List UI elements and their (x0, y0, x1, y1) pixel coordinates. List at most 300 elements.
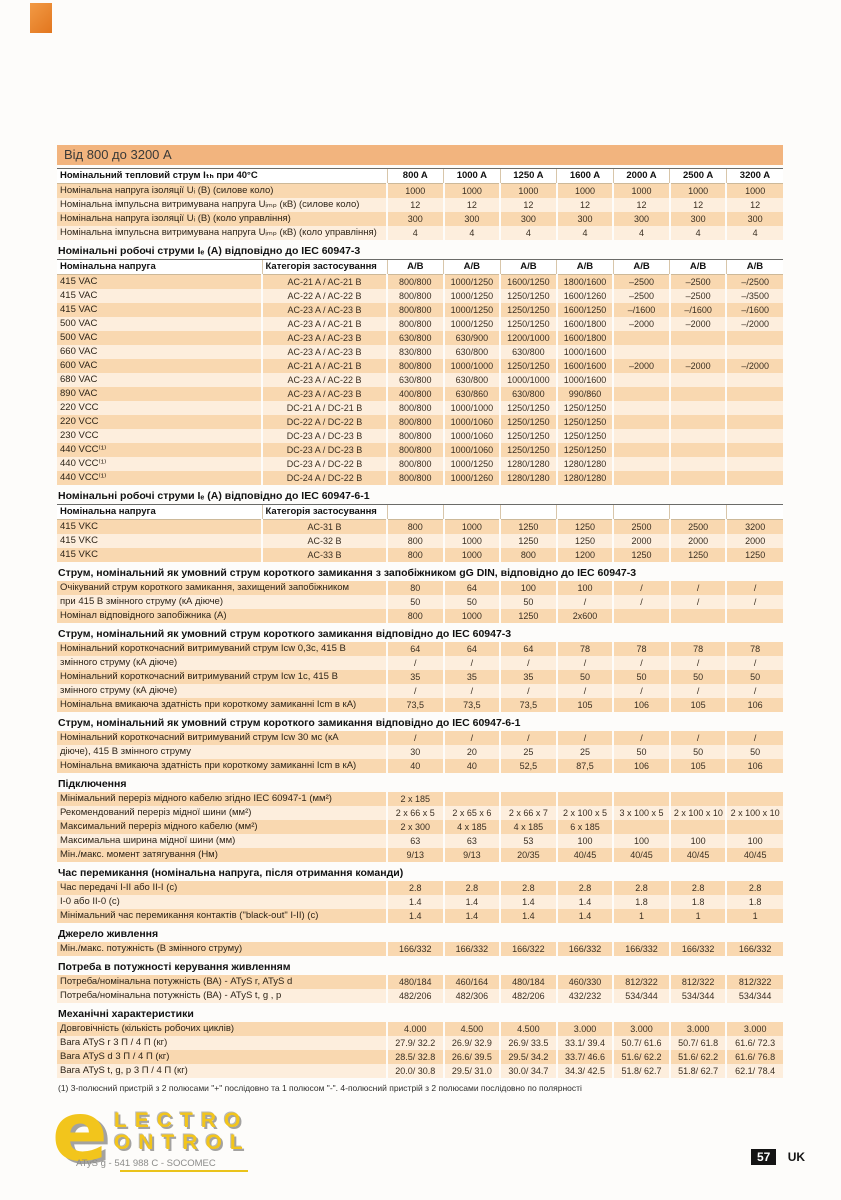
cell: 400/800 (387, 387, 444, 401)
cell: 4 x 185 (444, 820, 501, 834)
row-label: 220 VCC (57, 415, 262, 429)
cell: 3200 (726, 520, 783, 535)
row-label: Номінальний короткочасний витримуваний струм Icw 30 мс (кА (57, 731, 387, 745)
cell: 4.500 (444, 1022, 501, 1036)
cell: 800 (387, 609, 444, 623)
column-header: A/B (726, 260, 783, 275)
cell (726, 443, 783, 457)
column-header: 1000 A (444, 169, 501, 184)
cell: 1250 (557, 534, 614, 548)
cell: / (726, 656, 783, 670)
table-row (57, 331, 783, 345)
row-label: змінного струму (кА діюче) (57, 684, 387, 698)
cell: 800/800 (387, 289, 444, 303)
cell: 64 (444, 581, 501, 595)
row-label: 600 VAC (57, 359, 262, 373)
cell: 800/800 (387, 275, 444, 290)
cell (670, 331, 727, 345)
cell: / (500, 656, 557, 670)
footer-underline (120, 1170, 248, 1172)
cell: 2500 (613, 520, 670, 535)
table-row (57, 989, 783, 1003)
cell: 630/860 (444, 387, 501, 401)
column-header: A/B (387, 260, 444, 275)
cell: 1000 (500, 184, 557, 199)
cell (613, 443, 670, 457)
cell (726, 345, 783, 359)
spec-table (57, 642, 783, 712)
row-label: Вага ATyS r 3 П / 4 П (кг) (57, 1036, 387, 1050)
cell: 1.8 (670, 895, 727, 909)
cell (613, 429, 670, 443)
cell: 1250 (726, 548, 783, 562)
cell: 1000/1000 (444, 359, 501, 373)
table-row (57, 609, 783, 623)
header-row (57, 260, 783, 275)
cell: 1250/1250 (557, 443, 614, 457)
cell: 4 (670, 226, 727, 240)
cell: 630/800 (387, 373, 444, 387)
column-header: Номінальна напруга (57, 260, 262, 275)
cell: 64 (444, 642, 501, 656)
cell: 1000 (726, 184, 783, 199)
table-row (57, 226, 783, 240)
cell (613, 457, 670, 471)
cell: 1000 (613, 184, 670, 199)
row-label: 680 VAC (57, 373, 262, 387)
table-row (57, 345, 783, 359)
table-row (57, 198, 783, 212)
cell: 4 (557, 226, 614, 240)
cell: 630/800 (500, 345, 557, 359)
cell: 800/800 (387, 457, 444, 471)
cell: 106 (613, 759, 670, 773)
column-header (557, 505, 614, 520)
cell (726, 609, 783, 623)
cell (726, 373, 783, 387)
cell: 106 (726, 698, 783, 712)
cell: 630/800 (500, 387, 557, 401)
row-label: Номінальна імпульсна витримувана напруга Uᵢₘₚ (кВ) (коло управління) (57, 226, 387, 240)
cell (670, 401, 727, 415)
row-label: Мін./макс. момент затягування (Нм) (57, 848, 387, 862)
cell: 1000 (444, 609, 501, 623)
row-label: 500 VAC (57, 317, 262, 331)
cell: 50 (670, 670, 727, 684)
cell: –/2000 (726, 317, 783, 331)
table-row (57, 401, 783, 415)
cell: 1000/1260 (444, 471, 501, 485)
cell: 51.6/ 62.2 (613, 1050, 670, 1064)
cell (670, 373, 727, 387)
cell: 1000 (444, 520, 501, 535)
cell: 2 x 66 x 7 (500, 806, 557, 820)
spec-table (57, 1022, 783, 1078)
column-header (500, 505, 557, 520)
cell: 87,5 (557, 759, 614, 773)
cell: 460/330 (557, 975, 614, 989)
section-heading: Струм, номінальний як умовний струм короткого замикання з запобіжником gG DIN, відповідно до IEC 60947-3 (58, 567, 637, 579)
cell: 1200/1000 (500, 331, 557, 345)
table-row (57, 942, 783, 956)
cell: 25 (500, 745, 557, 759)
column-header (613, 505, 670, 520)
cell: 1250 (557, 520, 614, 535)
cell: 1 (726, 909, 783, 923)
cell: 61.6/ 72.3 (726, 1036, 783, 1050)
cell (726, 401, 783, 415)
cell: –/1600 (670, 303, 727, 317)
cell: 29.5/ 34.2 (500, 1050, 557, 1064)
cell: 534/344 (670, 989, 727, 1003)
cell: 1.4 (387, 895, 444, 909)
cell: / (613, 581, 670, 595)
cell: 800/800 (387, 359, 444, 373)
cell: 2 x 65 x 6 (444, 806, 501, 820)
table-row (57, 698, 783, 712)
cell: 1250/1250 (557, 429, 614, 443)
table-row (57, 670, 783, 684)
cell: 1250/1250 (500, 429, 557, 443)
row-label: Довговічність (кількість робочих циклів) (57, 1022, 387, 1036)
row-label: 230 VCC (57, 429, 262, 443)
cell: 800/800 (387, 415, 444, 429)
logo-letter-e: e (52, 1085, 108, 1180)
cell: 106 (613, 698, 670, 712)
cell: DC-21 A / DC-21 B (262, 401, 387, 415)
cell: –2000 (670, 317, 727, 331)
table-row (57, 520, 783, 535)
cell: 40/45 (726, 848, 783, 862)
row-label: змінного струму (кА діюче) (57, 656, 387, 670)
table-row (57, 759, 783, 773)
row-label: 415 VAC (57, 275, 262, 290)
cell: 12 (500, 198, 557, 212)
row-label: Номінальна напруга ізоляції Uᵢ (В) (силове коло) (57, 184, 387, 199)
cell: 166/332 (726, 942, 783, 956)
column-header (726, 505, 783, 520)
cell: 1000 (444, 548, 501, 562)
cell: 1000/1250 (444, 289, 501, 303)
cell: 78 (670, 642, 727, 656)
cell: –/2000 (726, 359, 783, 373)
cell: DC-23 A / DC-23 B (262, 443, 387, 457)
table-row (57, 373, 783, 387)
cell: 630/900 (444, 331, 501, 345)
cell: 12 (726, 198, 783, 212)
row-label: Номінальна імпульсна витримувана напруга Uᵢₘₚ (кВ) (силове коло) (57, 198, 387, 212)
cell (613, 345, 670, 359)
cell: 33.1/ 39.4 (557, 1036, 614, 1050)
cell: 1280/1280 (557, 457, 614, 471)
cell: 3.000 (613, 1022, 670, 1036)
cell: 4 (726, 226, 783, 240)
cell: / (387, 684, 444, 698)
cell: 3.000 (557, 1022, 614, 1036)
cell: 78 (613, 642, 670, 656)
cell: 800/800 (387, 303, 444, 317)
cell (613, 401, 670, 415)
column-header: A/B (500, 260, 557, 275)
cell: / (670, 581, 727, 595)
cell (613, 331, 670, 345)
cell: 40/45 (613, 848, 670, 862)
cell: 800/800 (387, 443, 444, 457)
table-row (57, 1050, 783, 1064)
cell: 30.0/ 34.7 (500, 1064, 557, 1078)
row-label: Потреба/номінальна потужність (ВА) - ATyS t, g , p (57, 989, 387, 1003)
cell: –2500 (670, 289, 727, 303)
cell: 2 x 100 x 5 (557, 806, 614, 820)
cell (670, 792, 727, 806)
cell: 50 (387, 595, 444, 609)
cell: / (726, 581, 783, 595)
cell: –2500 (613, 289, 670, 303)
cell: 100 (557, 834, 614, 848)
cell: 12 (670, 198, 727, 212)
cell: 2x600 (557, 609, 614, 623)
column-header: A/B (444, 260, 501, 275)
cell: 1000/1250 (444, 303, 501, 317)
cell (726, 471, 783, 485)
cell: 2000 (670, 534, 727, 548)
cell: AC-23 A / AC-23 B (262, 345, 387, 359)
cell: 1280/1280 (500, 471, 557, 485)
column-header: 3200 A (726, 169, 783, 184)
cell: 28.5/ 32.8 (387, 1050, 444, 1064)
column-header: A/B (613, 260, 670, 275)
cell (670, 387, 727, 401)
cell: 300 (444, 212, 501, 226)
cell (670, 345, 727, 359)
row-label: Мінімальний час перемикання контактів ("black-out" I-II) (с) (57, 909, 387, 923)
cell: 1000/1000 (444, 401, 501, 415)
cell: 50 (444, 595, 501, 609)
cell: 1250/1250 (500, 303, 557, 317)
cell (726, 792, 783, 806)
table-row (57, 548, 783, 562)
cell: / (670, 731, 727, 745)
header-row (57, 505, 783, 520)
cell: 1600/1600 (557, 359, 614, 373)
cell: / (557, 656, 614, 670)
table-row (57, 848, 783, 862)
cell: 1000 (670, 184, 727, 199)
cell: 4.000 (387, 1022, 444, 1036)
table-row (57, 317, 783, 331)
cell: 1000/1250 (444, 457, 501, 471)
table-row (57, 792, 783, 806)
row-label: 660 VAC (57, 345, 262, 359)
cell: 100 (500, 581, 557, 595)
table-row (57, 731, 783, 745)
spec-tables (57, 168, 783, 1078)
cell: 1600/1250 (500, 275, 557, 290)
cell: 1250/1250 (557, 415, 614, 429)
cell: 4.500 (500, 1022, 557, 1036)
header-row (57, 169, 783, 184)
cell: / (613, 684, 670, 698)
spec-table (57, 731, 783, 773)
cell: / (500, 684, 557, 698)
cell (670, 443, 727, 457)
column-header: A/B (670, 260, 727, 275)
table-row (57, 745, 783, 759)
row-label: Потреба/номінальна потужність (ВА) - ATyS r, ATyS d (57, 975, 387, 989)
table-row (57, 212, 783, 226)
row-label: Номінальний короткочасний витримуваний струм Icw 1с, 415 В (57, 670, 387, 684)
row-label: Номінальна вмикаюча здатність при короткому замиканні Icm в кА) (57, 759, 387, 773)
cell: 80 (387, 581, 444, 595)
cell: DC-24 A / DC-22 B (262, 471, 387, 485)
cell: / (557, 684, 614, 698)
column-header: A/B (557, 260, 614, 275)
cell: 812/322 (670, 975, 727, 989)
cell: DC-23 A / DC-23 B (262, 429, 387, 443)
cell: 63 (387, 834, 444, 848)
cell: 166/332 (387, 942, 444, 956)
cell: 1.4 (500, 909, 557, 923)
cell: 12 (444, 198, 501, 212)
cell (670, 609, 727, 623)
cell: 800/800 (387, 429, 444, 443)
cell: 1.4 (444, 895, 501, 909)
row-label: Мін./макс. потужність (В змінного струму) (57, 942, 387, 956)
cell: 630/800 (444, 345, 501, 359)
table-row (57, 443, 783, 457)
cell: 166/332 (613, 942, 670, 956)
cell: / (670, 656, 727, 670)
row-label: Номінал відповідного запобіжника (А) (57, 609, 387, 623)
cell (613, 373, 670, 387)
language-code: UK (787, 1150, 806, 1164)
cell: 300 (726, 212, 783, 226)
cell: AC-21 A / AC-21 B (262, 359, 387, 373)
cell: 990/860 (557, 387, 614, 401)
row-label: Номінальна напруга ізоляції Uᵢ (В) (коло управління) (57, 212, 387, 226)
cell: –2000 (670, 359, 727, 373)
cell: 1000/1060 (444, 415, 501, 429)
section-heading: Підключення (58, 778, 127, 790)
cell (613, 609, 670, 623)
cell (613, 471, 670, 485)
cell: / (670, 684, 727, 698)
cell: 26.9/ 33.5 (500, 1036, 557, 1050)
cell: / (726, 595, 783, 609)
section-heading: Номінальні робочі струми Iₑ (А) відповідно до IEC 60947-3 (58, 245, 361, 257)
cell: 40/45 (557, 848, 614, 862)
row-label: 890 VAC (57, 387, 262, 401)
cell: 1250/1250 (500, 415, 557, 429)
cell: 4 (613, 226, 670, 240)
row-label: 415 VKC (57, 534, 262, 548)
cell: 1000 (444, 184, 501, 199)
cell: 800 (500, 548, 557, 562)
table-row (57, 1022, 783, 1036)
cell: 1.4 (557, 909, 614, 923)
cell: 1200 (557, 548, 614, 562)
row-label: Максимальний переріз мідного кабелю (мм²) (57, 820, 387, 834)
table-row (57, 581, 783, 595)
page-title: Від 800 до 3200 А (57, 145, 783, 165)
spec-table (57, 581, 783, 623)
cell (670, 429, 727, 443)
table-row (57, 275, 783, 290)
cell: 482/206 (500, 989, 557, 1003)
table-row (57, 534, 783, 548)
cell: –2000 (613, 317, 670, 331)
cell: 50 (500, 595, 557, 609)
table-row (57, 387, 783, 401)
cell: 432/232 (557, 989, 614, 1003)
table-row (57, 909, 783, 923)
cell: / (444, 656, 501, 670)
row-label: 440 VCC⁽¹⁾ (57, 471, 262, 485)
cell: 1.4 (444, 909, 501, 923)
cell: 105 (557, 698, 614, 712)
cell: 1000/1600 (557, 373, 614, 387)
cell (726, 415, 783, 429)
row-label: Вага ATyS d 3 П / 4 П (кг) (57, 1050, 387, 1064)
cell: 480/184 (387, 975, 444, 989)
footnote: (1) 3-полюсний пристрій з 2 полюсами "+" послідовно та 1 полюсом "-". 4-полюсний пристрій з 2 полюсами послідовно по полярності (58, 1083, 582, 1093)
cell: 1000/1600 (557, 345, 614, 359)
table-row (57, 471, 783, 485)
cell: –/2500 (726, 275, 783, 290)
table-row (57, 359, 783, 373)
logo-line-2: ONTROL (114, 1131, 251, 1154)
cell: 100 (557, 581, 614, 595)
cell: 1600/1800 (557, 331, 614, 345)
section-heading: Струм, номінальний як умовний струм короткого замикання відповідно до IEC 60947-6-1 (58, 717, 521, 729)
cell: 300 (557, 212, 614, 226)
cell (444, 792, 501, 806)
table-row (57, 975, 783, 989)
cell: 64 (387, 642, 444, 656)
cell: 1250 (613, 548, 670, 562)
cell: AC-23 A / AC-23 B (262, 331, 387, 345)
cell: / (613, 656, 670, 670)
table-row (57, 834, 783, 848)
table-row (57, 457, 783, 471)
cell: 50 (557, 670, 614, 684)
cell: / (726, 731, 783, 745)
cell: –2000 (613, 359, 670, 373)
cell: 800 (387, 520, 444, 535)
cell: 33.7/ 46.6 (557, 1050, 614, 1064)
cell: 50 (726, 670, 783, 684)
cell: 78 (726, 642, 783, 656)
cell: 1 (613, 909, 670, 923)
cell: / (557, 731, 614, 745)
logo-text (114, 1110, 251, 1154)
row-label: Вага ATyS t, g, p 3 П / 4 П (кг) (57, 1064, 387, 1078)
table-row (57, 684, 783, 698)
cell: 30 (387, 745, 444, 759)
cell: 12 (613, 198, 670, 212)
table-row (57, 429, 783, 443)
row-label: діюче), 415 В змінного струму (57, 745, 387, 759)
cell: 62.1/ 78.4 (726, 1064, 783, 1078)
cell: AC-22 A / AC-22 B (262, 289, 387, 303)
cell: 1800/1600 (557, 275, 614, 290)
cell: 26.9/ 32.9 (444, 1036, 501, 1050)
cell: 300 (500, 212, 557, 226)
cell: 2.8 (557, 881, 614, 895)
row-label: 440 VCC⁽¹⁾ (57, 457, 262, 471)
cell: 534/344 (726, 989, 783, 1003)
cell: 800/800 (387, 471, 444, 485)
